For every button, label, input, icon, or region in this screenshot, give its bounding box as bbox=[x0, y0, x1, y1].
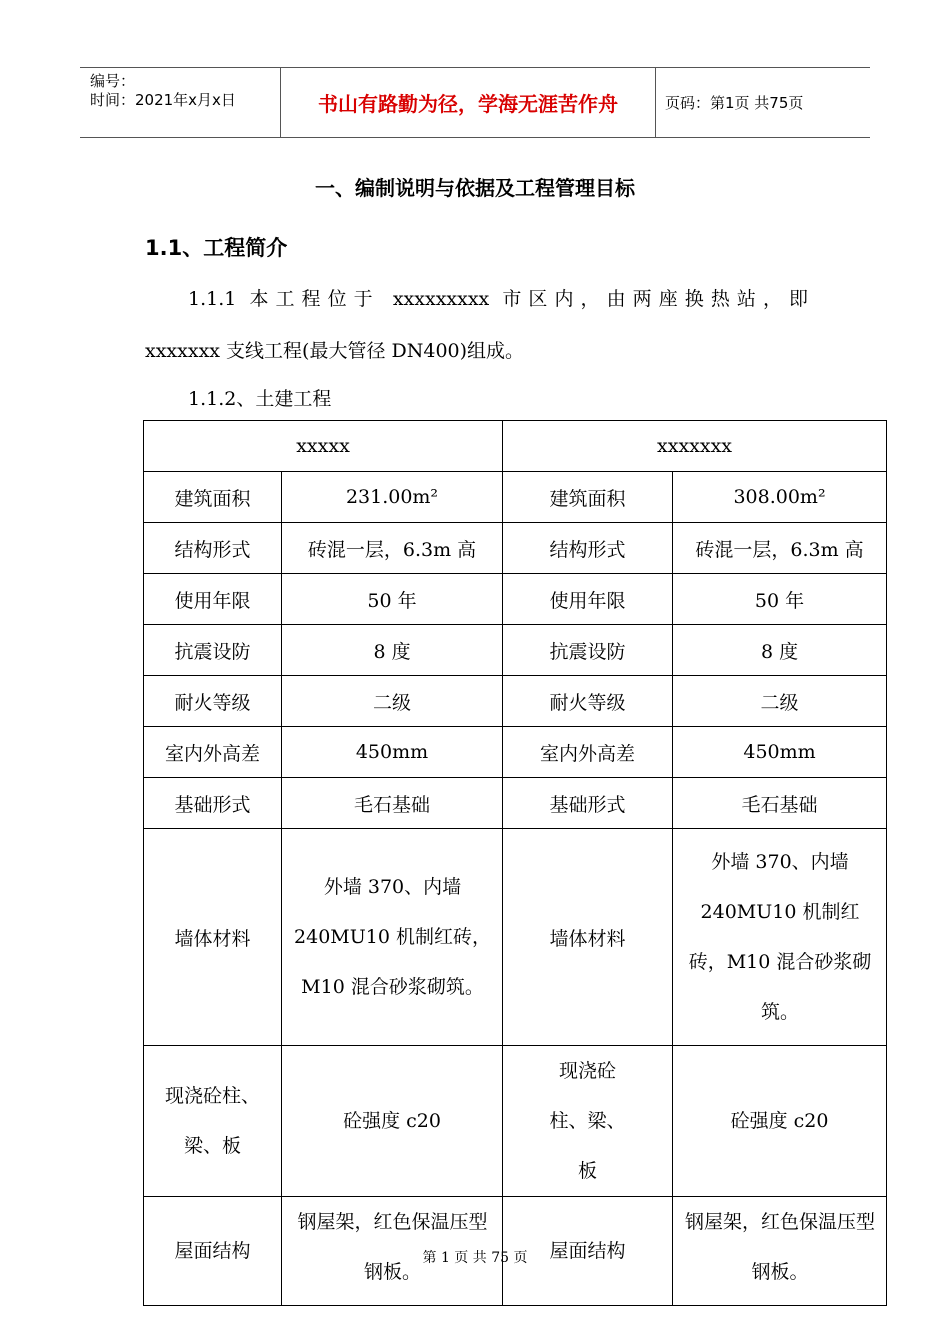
table-header-row bbox=[144, 421, 887, 472]
table-row bbox=[144, 778, 887, 829]
civil-works-table bbox=[143, 420, 887, 1306]
row-label: 现浇砼柱、梁、板 bbox=[144, 1046, 282, 1197]
row-label: 抗震设防 bbox=[503, 625, 673, 676]
station-b-value: 毛石基础 bbox=[673, 778, 887, 829]
station-b-value: 50 年 bbox=[673, 574, 887, 625]
station-b-header: xxxxxxx bbox=[503, 421, 887, 472]
station-b-value: 8 度 bbox=[673, 625, 887, 676]
station-a-value: 8 度 bbox=[282, 625, 503, 676]
header-page-info: 页码：第1页 共75页 bbox=[665, 94, 804, 112]
station-b-value: 钢屋架，红色保温压型钢板。 bbox=[673, 1197, 887, 1306]
header-motto: 书山有路勤为径，学海无涯苦作舟 bbox=[280, 68, 656, 137]
station-b-value: 外墙 370、内墙 240MU10 机制红砖，M10 混合砂浆砌筑。 bbox=[673, 829, 887, 1046]
station-a-header: xxxxx bbox=[144, 421, 503, 472]
row-label: 室内外高差 bbox=[144, 727, 282, 778]
row-label: 结构形式 bbox=[144, 523, 282, 574]
station-a-value: 50 年 bbox=[282, 574, 503, 625]
station-b-value: 308.00m² bbox=[673, 472, 887, 523]
station-a-value: 外墙 370、内墙 240MU10 机制红砖，M10 混合砂浆砌筑。 bbox=[282, 829, 503, 1046]
station-b-value: 砖混一层，6.3m 高 bbox=[673, 523, 887, 574]
table-row bbox=[144, 1046, 887, 1197]
row-label: 室内外高差 bbox=[503, 727, 673, 778]
row-label: 墙体材料 bbox=[503, 829, 673, 1046]
paragraph-2: 1.1.2、土建工程 bbox=[188, 388, 332, 410]
document-time-label: 时间：2021年x月x日 bbox=[90, 91, 236, 109]
row-label: 使用年限 bbox=[144, 574, 282, 625]
table-row bbox=[144, 523, 887, 574]
table-row bbox=[144, 472, 887, 523]
station-b-value: 二级 bbox=[673, 676, 887, 727]
page-footer: 第 1 页 共 75 页 bbox=[422, 1250, 528, 1266]
station-a-value: 450mm bbox=[282, 727, 503, 778]
page-header bbox=[80, 67, 870, 138]
station-a-value: 毛石基础 bbox=[282, 778, 503, 829]
station-a-value: 二级 bbox=[282, 676, 503, 727]
row-label: 抗震设防 bbox=[144, 625, 282, 676]
table-row bbox=[144, 676, 887, 727]
row-label: 使用年限 bbox=[503, 574, 673, 625]
document-number-label: 编号： bbox=[90, 72, 136, 90]
row-label: 屋面结构 bbox=[503, 1197, 673, 1306]
section-heading: 1.1、工程简介 bbox=[145, 236, 288, 260]
station-a-value: 钢屋架，红色保温压型钢板。 bbox=[282, 1197, 503, 1306]
station-a-value: 砖混一层，6.3m 高 bbox=[282, 523, 503, 574]
table-row bbox=[144, 625, 887, 676]
paragraph-1-line-2: xxxxxxx 支线工程(最大管径 DN400)组成。 bbox=[145, 340, 525, 362]
station-a-value: 231.00m² bbox=[282, 472, 503, 523]
row-label: 屋面结构 bbox=[144, 1197, 282, 1306]
table-row bbox=[144, 574, 887, 625]
row-label: 基础形式 bbox=[144, 778, 282, 829]
table-row bbox=[144, 727, 887, 778]
row-label: 耐火等级 bbox=[503, 676, 673, 727]
table-row bbox=[144, 829, 887, 1046]
row-label: 结构形式 bbox=[503, 523, 673, 574]
station-b-value: 砼强度 c20 bbox=[673, 1046, 887, 1197]
chapter-title: 一、编制说明与依据及工程管理目标 bbox=[315, 176, 635, 200]
paragraph-1-line-1: 1.1.1 本工程位于 xxxxxxxxx 市区内，由两座换热站，即 bbox=[188, 288, 808, 310]
row-label: 建筑面积 bbox=[503, 472, 673, 523]
row-label: 现浇砼柱、梁、板 bbox=[503, 1046, 673, 1197]
station-a-value: 砼强度 c20 bbox=[282, 1046, 503, 1197]
row-label: 基础形式 bbox=[503, 778, 673, 829]
row-label: 墙体材料 bbox=[144, 829, 282, 1046]
row-label: 耐火等级 bbox=[144, 676, 282, 727]
row-label: 建筑面积 bbox=[144, 472, 282, 523]
station-b-value: 450mm bbox=[673, 727, 887, 778]
header-meta bbox=[80, 68, 280, 137]
